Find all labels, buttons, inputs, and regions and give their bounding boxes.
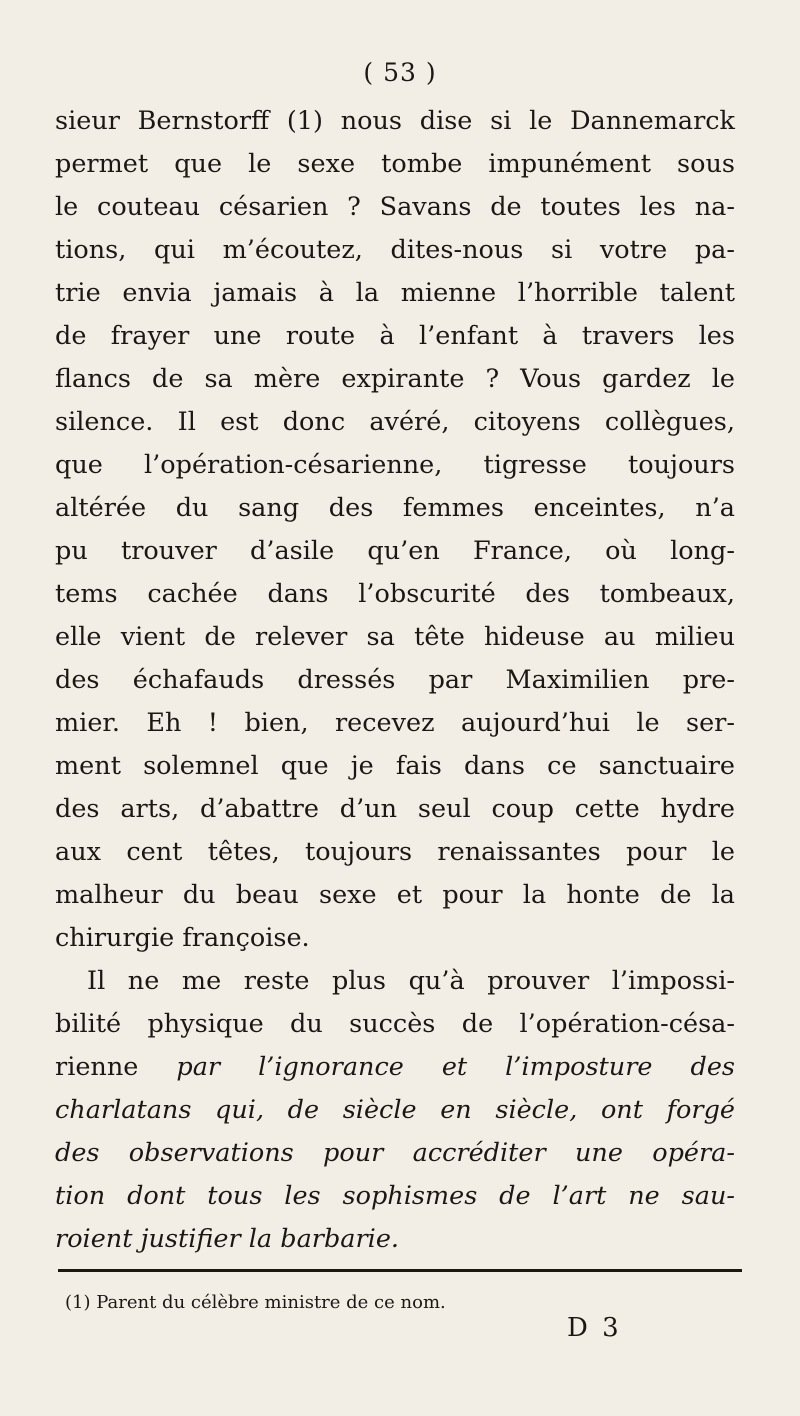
text-line: ment solemnel que je fais dans ce sanctuaire <box>55 751 735 781</box>
text-line: que l’opération-césarienne, tigresse toujours <box>55 450 735 480</box>
signature-mark: D 3 <box>567 1313 622 1343</box>
text-line: chirurgie françoise. <box>55 923 310 953</box>
text-line-mixed <box>55 1046 735 1089</box>
body-text <box>55 100 735 1261</box>
text-line: des observations pour accréditer une opéra- <box>55 1138 735 1168</box>
text-line: aux cent têtes, toujours renaissantes pour le <box>55 837 735 867</box>
text-fragment: rienne <box>55 1052 139 1082</box>
text-line: bilité physique du succès de l’opération-césa- <box>55 1009 735 1039</box>
text-line: permet que le sexe tombe impunément sous <box>55 149 735 179</box>
text-line: elle vient de relever sa tête hideuse au milieu <box>55 622 735 652</box>
text-line: pu trouver d’asile qu’en France, où long- <box>55 536 735 566</box>
text-line: sieur Bernstorff (1) nous dise si le Dannemarck <box>55 106 735 136</box>
text-line: roient justifier la barbarie. <box>55 1224 400 1254</box>
italic-fragment: par l’ignorance et l’imposture des <box>176 1052 735 1082</box>
text-line: tions, qui m’écoutez, dites-nous si votre pa- <box>55 235 735 265</box>
text-line: charlatans qui, de siècle en siècle, ont forgé <box>55 1095 735 1125</box>
text-line: flancs de sa mère expirante ? Vous gardez le <box>55 364 735 394</box>
text-line: des arts, d’abattre d’un seul coup cette hydre <box>55 794 735 824</box>
text-line: malheur du beau sexe et pour la honte de la <box>55 880 735 910</box>
text-line: Il ne me reste plus qu’à prouver l’impossi- <box>87 966 735 996</box>
text-line: trie envia jamais à la mienne l’horrible talent <box>55 278 735 308</box>
text-line: des échafauds dressés par Maximilien pre- <box>55 665 735 695</box>
text-line: de frayer une route à l’enfant à travers les <box>55 321 735 351</box>
text-line: tion dont tous les sophismes de l’art ne sau- <box>55 1181 735 1211</box>
footnote: (1) Parent du célèbre ministre de ce nom. <box>65 1292 446 1313</box>
text-line: le couteau césarien ? Savans de toutes les na- <box>55 192 735 222</box>
text-line: mier. Eh ! bien, recevez aujourd’hui le ser- <box>55 708 735 738</box>
text-line: tems cachée dans l’obscurité des tombeaux, <box>55 579 735 609</box>
footnote-rule <box>58 1269 742 1272</box>
page-number: ( 53 ) <box>363 58 437 87</box>
text-line: silence. Il est donc avéré, citoyens collègues, <box>55 407 735 437</box>
text-line: altérée du sang des femmes enceintes, n’a <box>55 493 735 523</box>
